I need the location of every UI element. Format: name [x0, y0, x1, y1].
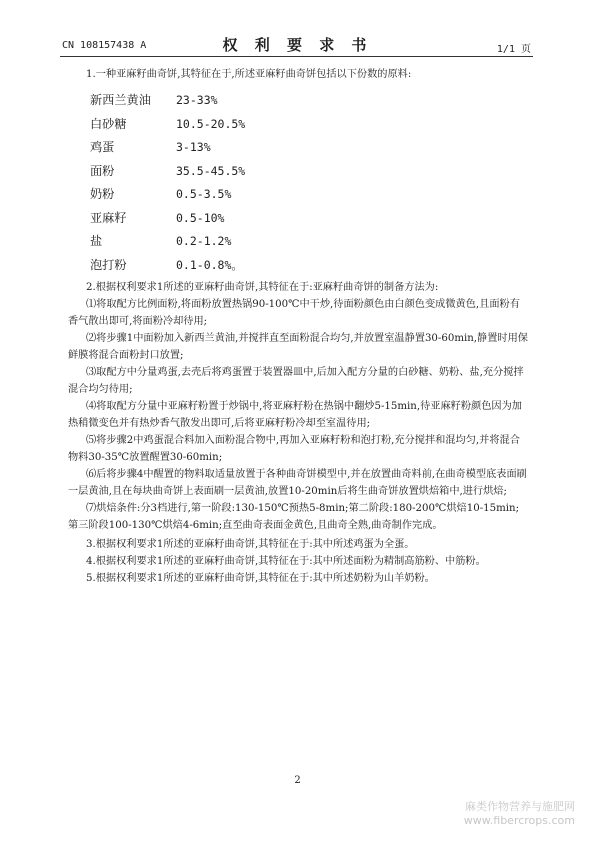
- claim-2-step-2: ⑵将步骤1中面粉加入新西兰黄油,并搅拌直至面粉混合均匀,并放置室温静置30-60min,静置时用保鲜膜将混合面粉封口放置;: [68, 333, 528, 361]
- ingredient-row: [90, 89, 528, 113]
- claim-4: 4.根据权利要求1所述的亚麻籽曲奇饼,其特征在于:其中所述面粉为精制高筋粉、中筋粉。: [86, 556, 486, 567]
- ingredient-row: [90, 113, 528, 137]
- ingredient-row: [90, 230, 528, 254]
- ingredient-name: 亚麻籽: [90, 210, 127, 225]
- ingredient-range: 0.1-0.8%。: [176, 257, 243, 272]
- page-number: 2: [294, 775, 301, 786]
- claim-2-step-7: ⑺烘焙条件:分3档进行,第一阶段:130-150℃预热5-8min;第二阶段:180-200℃烘焙10-15min;第三阶段100-130℃烘焙4-6min;直至曲奇表面金黄色,且曲奇全熟,曲奇制作完成。: [68, 503, 520, 531]
- ingredient-name: 盐: [90, 234, 103, 249]
- ingredient-name: 奶粉: [90, 187, 115, 202]
- ingredient-row: [90, 160, 528, 184]
- ingredient-name: 新西兰黄油: [90, 93, 151, 108]
- ingredient-name: 白砂糖: [90, 116, 127, 131]
- ingredient-name: 面粉: [90, 163, 115, 178]
- ingredient-range: 0.5-10%: [176, 210, 225, 225]
- ingredient-range: 0.5-3.5%: [176, 187, 232, 202]
- claim-5: 5.根据权利要求1所述的亚麻籽曲奇饼,其特征在于:其中所述奶粉为山羊奶粉。: [86, 573, 435, 584]
- watermark-site-name: 麻类作物营养与施肥网: [465, 800, 575, 813]
- watermark: [464, 800, 575, 828]
- ingredient-list: [90, 89, 528, 277]
- header-page-indicator: 1/1 页: [496, 44, 531, 55]
- claim-1-intro: 1.一种亚麻籽曲奇饼,其特征在于,所述亚麻籽曲奇饼包括以下份数的原料:: [86, 69, 412, 80]
- ingredient-range: 0.2-1.2%: [176, 234, 232, 249]
- claim-2-step-5: ⑸将步骤2中鸡蛋混合料加入面粉混合物中,再加入亚麻籽粉和泡打粉,充分搅拌和混均匀,并将混合物料30-35℃放置醒置30-60min;: [68, 435, 520, 463]
- ingredient-row: [90, 183, 528, 207]
- ingredient-row: [90, 136, 528, 160]
- ingredient-name: 鸡蛋: [90, 140, 115, 155]
- document-title: 权 利 要 求 书: [222, 36, 373, 54]
- claim-2-step-4: ⑷将取配方分量中亚麻籽粉置于炒锅中,将亚麻籽粉在热锅中翻炒5-15min,待亚麻籽粉颜色因为加热稍微变色并有热炒香气散发出即可,后将亚麻籽粉冷却至室温待用;: [68, 401, 522, 429]
- header-rule: [60, 56, 533, 57]
- claim-2-step-3: ⑶取配方中分量鸡蛋,去壳后将鸡蛋置于装置器皿中,后加入配方分量的白砂糖、奶粉、盐,充分搅拌混合均匀待用;: [68, 367, 524, 395]
- ingredient-range: 3-13%: [176, 140, 211, 155]
- claim-3: 3.根据权利要求1所述的亚麻籽曲奇饼,其特征在于:其中所述鸡蛋为全蛋。: [86, 539, 415, 550]
- claim-2-intro: 2.根据权利要求1所述的亚麻籽曲奇饼,其特征在于:亚麻籽曲奇饼的制备方法为:: [86, 282, 439, 293]
- ingredient-range: 35.5-45.5%: [176, 163, 246, 178]
- ingredient-row: [90, 207, 528, 231]
- ingredient-range: 10.5-20.5%: [176, 116, 246, 131]
- watermark-url: www.fibercrops.com: [463, 814, 575, 827]
- ingredient-row: [90, 254, 528, 278]
- header-patent-number: CN 108157438 A: [62, 40, 147, 51]
- claim-2-step-6: ⑹后将步骤4中醒置的物料取适量放置于各种曲奇饼模型中,并在放置曲奇料前,在曲奇模型底表面刷一层黄油,且在每块曲奇饼上表面刷一层黄油,放置10-20min后将生曲奇饼放置烘焙箱中,进行烘焙;: [68, 469, 527, 497]
- claim-2-step-1: ⑴将取配方比例面粉,将面粉放置热锅90-100℃中干炒,待面粉颜色由白颜色变成微黄色,且面粉有香气散出即可,将面粉冷却待用;: [68, 299, 520, 327]
- claims-body: [68, 66, 528, 587]
- ingredient-range: 23-33%: [176, 93, 218, 108]
- ingredient-name: 泡打粉: [90, 257, 127, 272]
